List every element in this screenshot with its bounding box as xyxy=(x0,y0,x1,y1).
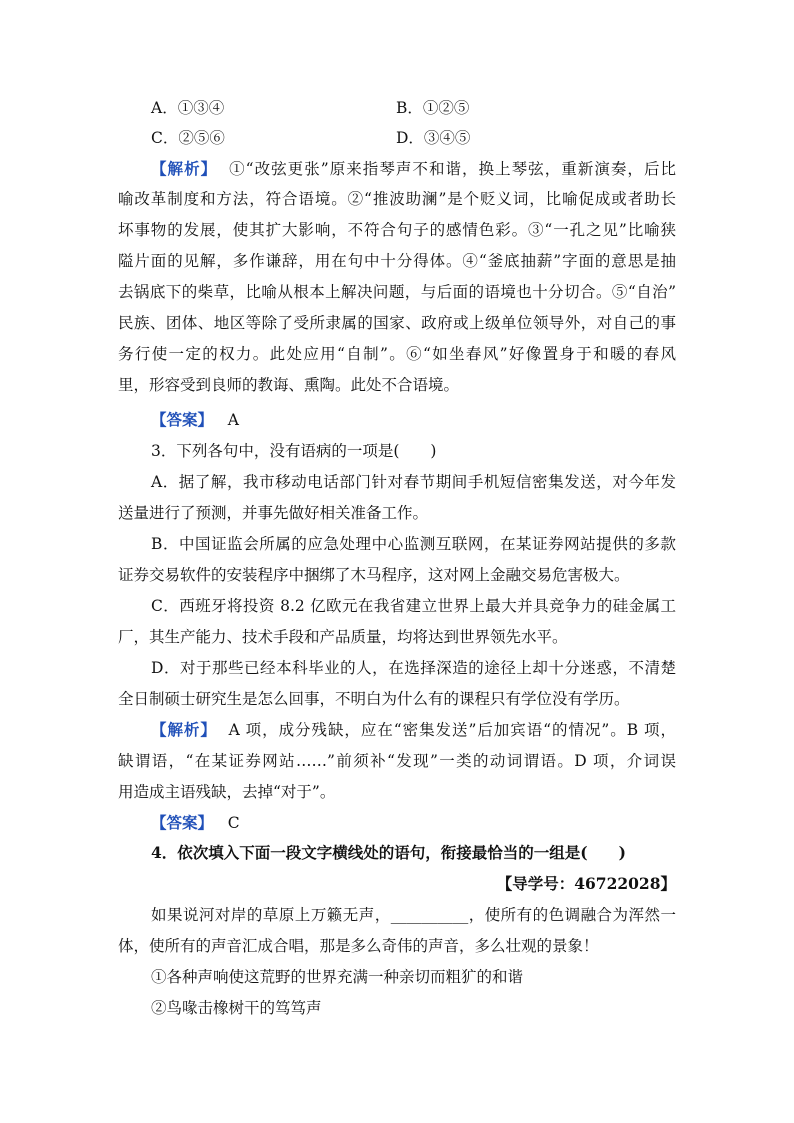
q3-option-c-line-1: C．西班牙将投资 8.2 亿欧元在我省建立世界上最大并具竞争力的硅金属工 xyxy=(151,597,676,615)
q3-analysis-line-2: 缺谓语，“在某证券网站……”前须补“发现”一类的动词谓语。D 项，介词误 xyxy=(118,752,676,770)
q3-option-b-line-1: B．中国证监会所属的应急处理中心监测互联网，在某证券网站提供的多款 xyxy=(151,535,676,553)
q2-option-a: A．①③④ xyxy=(151,99,225,117)
guide-number: 【导学号：46722028】 xyxy=(496,874,676,893)
q4-passage-line-1: 如果说河对岸的草原上万籁无声，__________，使所有的色调融合为浑然一 xyxy=(151,906,676,924)
q4-item-2: ②鸟喙击橡树干的笃笃声 xyxy=(151,999,322,1017)
q2-analysis-line-2: 喻改革制度和方法，符合语境。②“推波助澜”是个贬义词，比喻促成或者助长 xyxy=(118,190,676,208)
analysis-tag: 【解析】 xyxy=(151,720,217,739)
q2-analysis-line-7: 务行使一定的权力。此处应用“自制”。⑥“如坐春风”好像置身于和暖的春风 xyxy=(118,345,676,363)
q3-analysis-line-3: 用造成主语残缺，去掉“对于”。 xyxy=(118,783,336,801)
answer-tag: 【答案】 xyxy=(151,813,214,832)
q3-stem: 3．下列各句中，没有语病的一项是( ) xyxy=(151,442,437,460)
answer-value: C xyxy=(227,814,240,832)
answer-value: A xyxy=(227,411,239,429)
q3-option-d-line-2: 全日制硕士研究生是怎么回事，不明白为什么有的课程只有学位没有学历。 xyxy=(118,690,630,708)
q2-answer xyxy=(151,410,239,430)
q2-option-b: B．①②⑤ xyxy=(396,99,470,117)
answer-tag: 【答案】 xyxy=(151,410,214,429)
q2-analysis-line-8: 里，形容受到良师的教诲、熏陶。此处不合语境。 xyxy=(118,376,460,394)
q3-analysis-line-1: 【解析】 A 项，成分残缺，应在“密集发送”后加宾语“的情况”。B 项， xyxy=(151,720,676,739)
q2-analysis-line-4: 隘片面的见解，多作谦辞，用在句中十分得体。④“釜底抽薪”字面的意思是抽 xyxy=(118,252,676,270)
q3-option-b-line-2: 证券交易软件的安装程序中捆绑了木马程序，这对网上金融交易危害极大。 xyxy=(118,566,630,584)
q3-option-a-line-2: 送量进行了预测，并事先做好相关准备工作。 xyxy=(118,504,429,522)
q2-option-c: C．②⑤⑥ xyxy=(151,129,225,147)
q2-analysis-line-6: 民族、团体、地区等除了受所隶属的国家、政府或上级单位领导外，对自己的事 xyxy=(118,314,676,332)
q2-analysis-line-1: 【解析】 ①“改弦更张”原来指琴声不和谐，换上琴弦，重新演奏，后比 xyxy=(151,159,676,178)
q3-option-c-line-2: 厂，其生产能力、技术手段和产品质量，均将达到世界领先水平。 xyxy=(118,628,568,646)
q2-analysis-line-5: 去锅底下的柴草，比喻从根本上解决问题，与后面的语境也十分切合。⑤“自治” xyxy=(118,283,676,301)
q4-stem: 4．依次填入下面一段文字横线处的语句，衔接最恰当的一组是( ) xyxy=(151,843,626,862)
q3-option-a-line-1: A．据了解，我市移动电话部门针对春节期间手机短信密集发送，对今年发 xyxy=(151,473,676,491)
q3-answer xyxy=(151,813,240,833)
q3-option-d-line-1: D．对于那些已经本科毕业的人，在选择深造的途径上却十分迷惑，不清楚 xyxy=(151,659,676,677)
q2-analysis-line-3: 坏事物的发展，使其扩大影响，不符合句子的感情色彩。③“一孔之见”比喻狭 xyxy=(118,221,676,239)
q4-passage-line-2: 体，使所有的声音汇成合唱，那是多么奇伟的声音，多么壮观的景象！ xyxy=(118,937,599,955)
analysis-tag: 【解析】 xyxy=(151,159,218,178)
q2-option-d: D．③④⑤ xyxy=(396,129,471,147)
q4-item-1: ①各种声响使这荒野的世界充满一种亲切而粗犷的和谐 xyxy=(151,968,524,986)
